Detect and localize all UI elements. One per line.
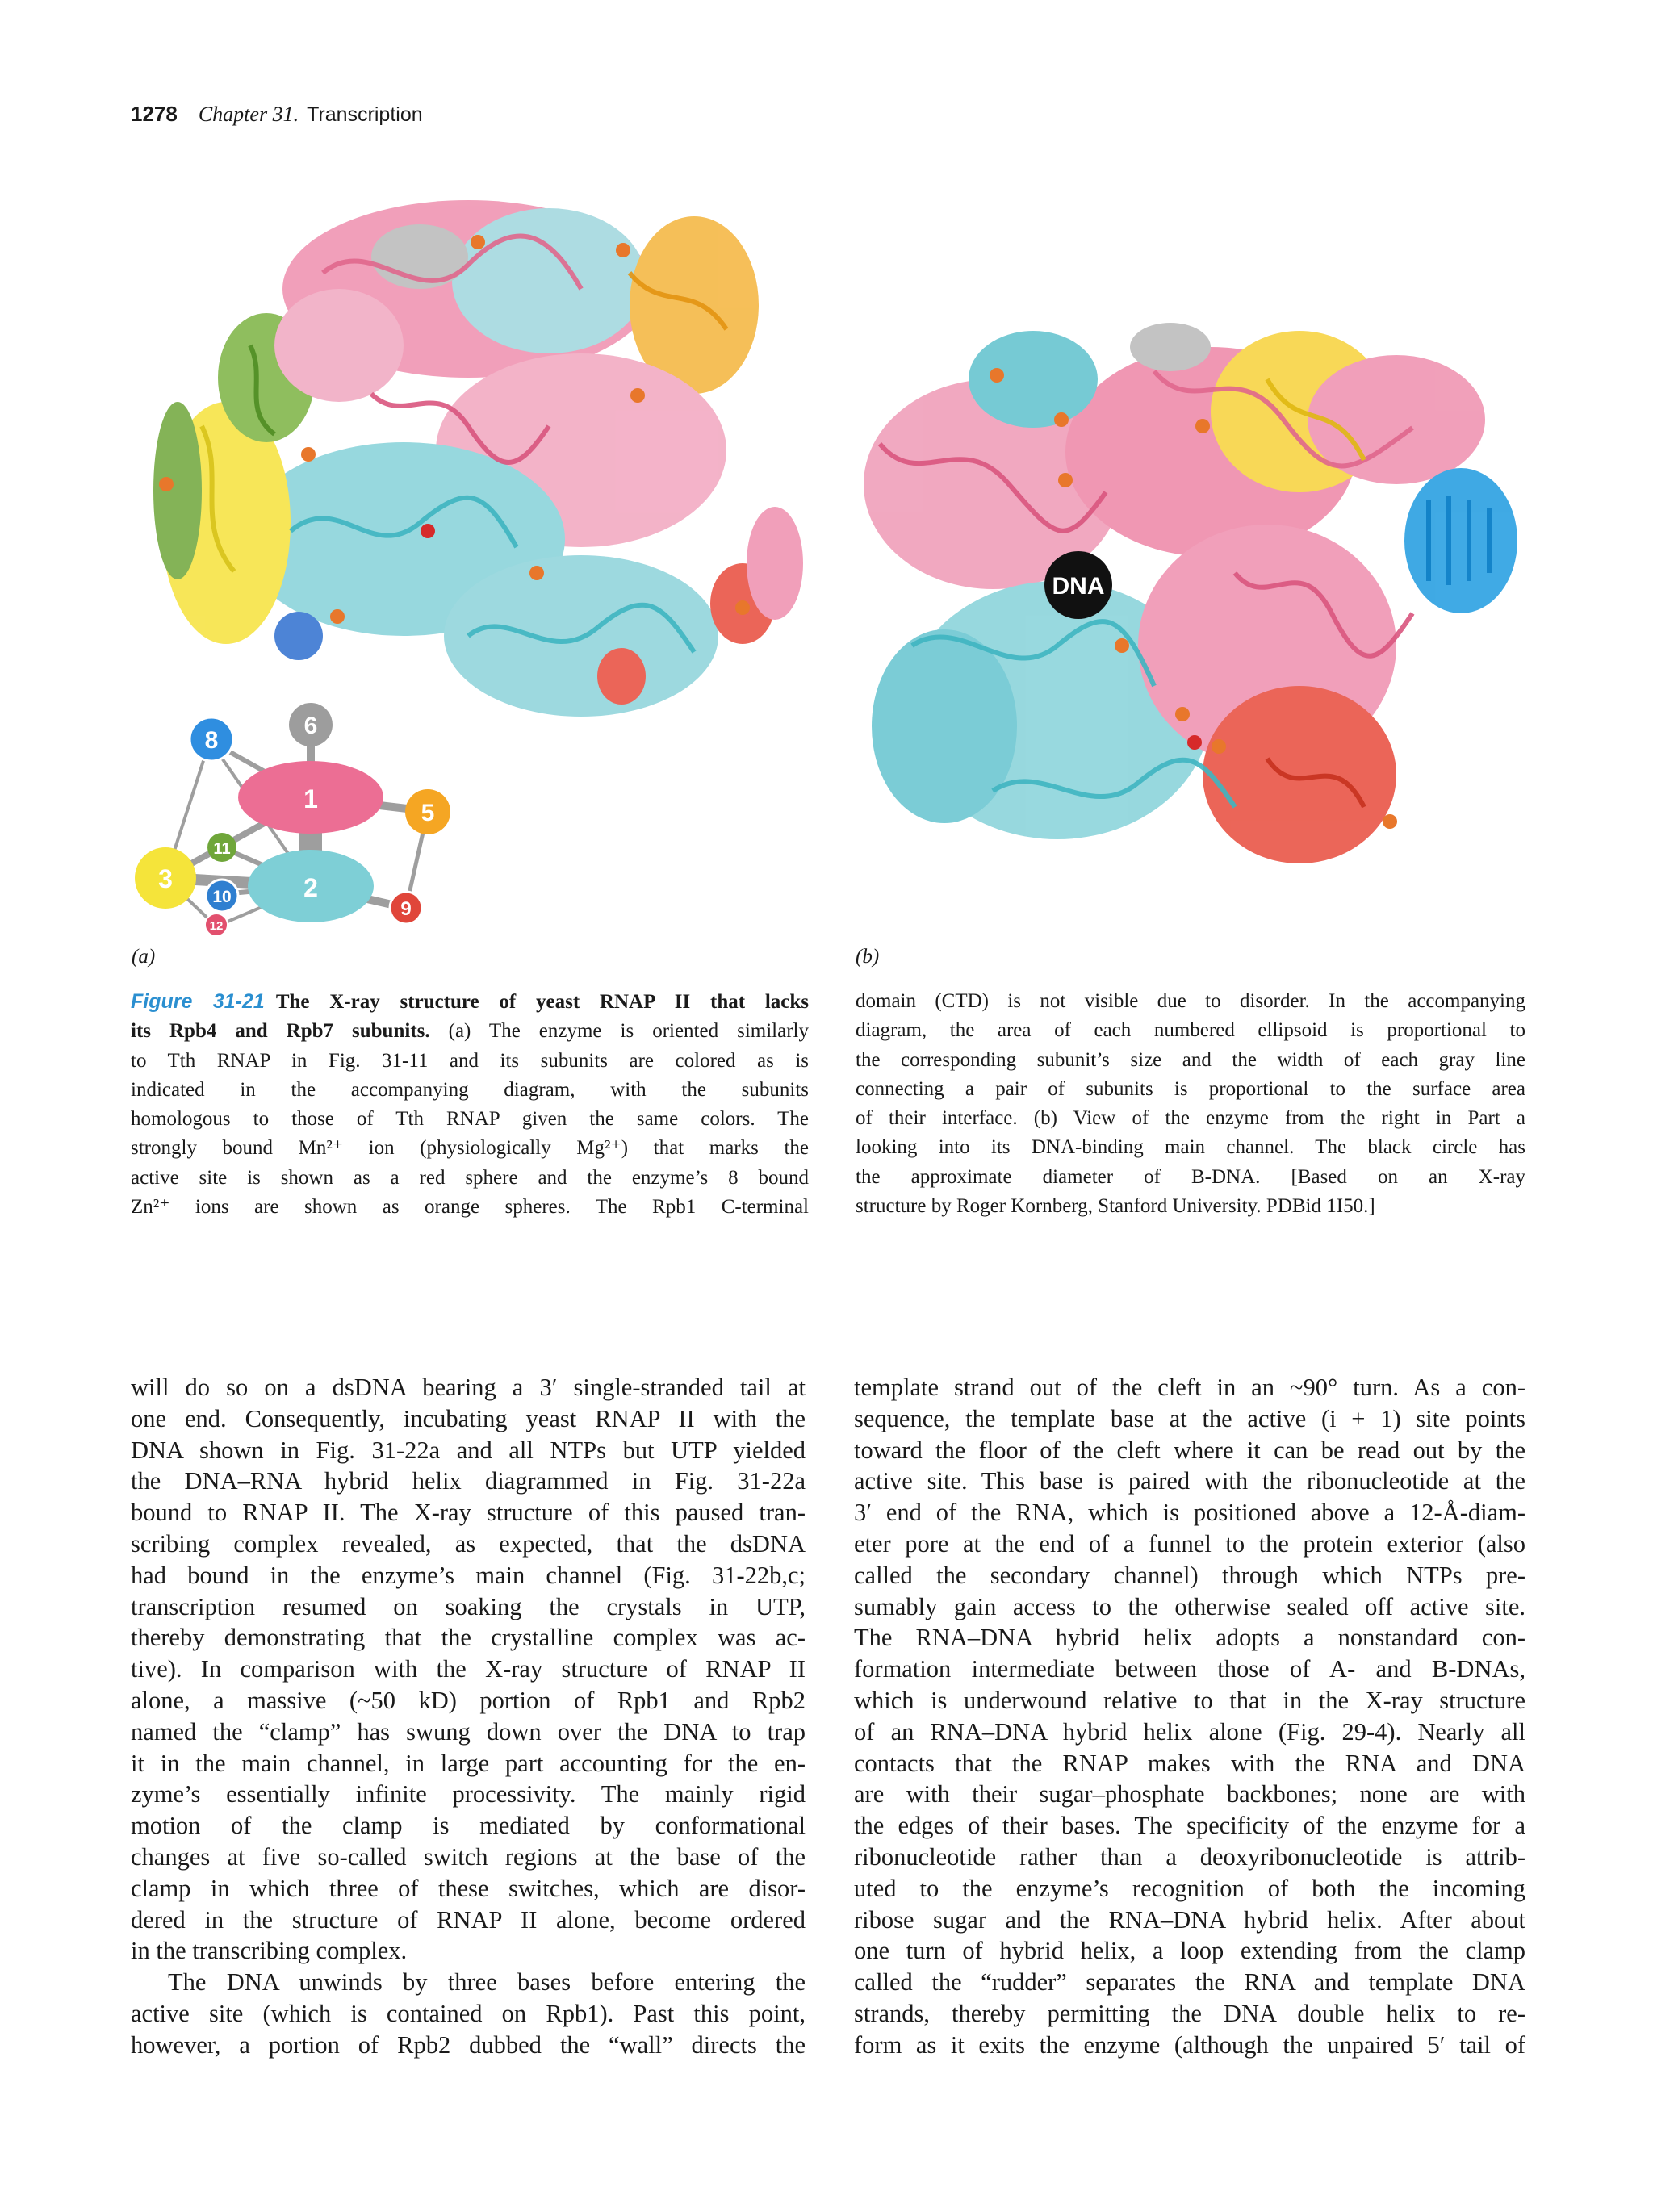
svg-text:3: 3 (158, 864, 173, 893)
body-line: thereby demonstrating that the crystalline complex was ac- (131, 1624, 806, 1652)
panel-b-label: (b) (856, 946, 880, 968)
subunit-10 (206, 880, 238, 912)
caption-line: Figure 31-21 The X-ray structure of yeast RNAP II that lacks (131, 990, 809, 1013)
subunit-8 (190, 717, 233, 761)
body-line: are with their sugar–phosphate backbones; none are with (854, 1780, 1525, 1808)
svg-text:DNA: DNA (1052, 573, 1105, 600)
body-line: formation intermediate between those of A- and B-DNAs, (854, 1655, 1525, 1683)
subunit-3 (135, 847, 196, 909)
body-line: active site (which is contained on Rpb1). Past this point, (131, 1999, 806, 2027)
rnap-structure-image-a (129, 184, 807, 935)
body-line: changes at five so-called switch regions at the base of the (131, 1842, 806, 1871)
body-line: scribing complex revealed, as expected, that the dsDNA (131, 1529, 806, 1558)
caption-line: connecting a pair of subunits is proportional to the surface area (856, 1077, 1525, 1100)
svg-text:9: 9 (400, 898, 412, 920)
running-header (131, 102, 423, 134)
dna-circle (1044, 551, 1112, 619)
body-line: had bound in the enzyme’s main channel (Fig. 31-22b,c; (131, 1561, 806, 1589)
body-line: alone, a massive (~50 kD) portion of Rpb1 and Rpb2 (131, 1686, 806, 1714)
body-column-left (131, 1372, 806, 2061)
subunit-1 (238, 761, 383, 834)
svg-text:5: 5 (421, 800, 435, 826)
caption-line: Zn²⁺ ions are shown as orange spheres. The Rpb1 C-terminal (131, 1196, 809, 1219)
caption-line: structure by Roger Kornberg, Stanford University. PDBid 1I50.] (856, 1195, 1375, 1218)
body-line: strands, thereby permitting the DNA double helix to re- (854, 1999, 1525, 2027)
body-column-right (854, 1372, 1525, 2061)
body-line: eter pore at the end of a funnel to the protein exterior (also (854, 1529, 1525, 1558)
body-line: called the “rudder” separates the RNA and template DNA (854, 1968, 1525, 1997)
svg-text:10: 10 (212, 888, 232, 906)
subunit-9 (390, 892, 422, 924)
caption-line: to Tth RNAP in Fig. 31-11 and its subunits are colored as is (131, 1049, 809, 1072)
body-line: ribonucleotide rather than a deoxyribonucleotide is attrib- (854, 1842, 1525, 1871)
subunit-11 (207, 833, 236, 862)
subunit-6 (289, 703, 333, 746)
body-line: tive). In comparison with the X-ray structure of RNAP II (131, 1655, 806, 1683)
figure-number: Figure 31-21 (131, 990, 265, 1013)
body-line: DNA shown in Fig. 31-22a and all NTPs but UTP yielded (131, 1436, 806, 1464)
caption-line: indicated in the accompanying diagram, with the subunits (131, 1078, 809, 1101)
caption-line: the approximate diameter of B-DNA. [Based on an X-ray (856, 1165, 1525, 1188)
caption-line: the corresponding subunit’s size and the width of each gray line (856, 1048, 1525, 1071)
body-line: however, a portion of Rpb2 dubbed the “wall” directs the (131, 2030, 806, 2059)
caption-line: diagram, the area of each numbered ellipsoid is proportional to (856, 1019, 1525, 1042)
body-line: one end. Consequently, incubating yeast RNAP II with the (131, 1404, 806, 1432)
body-line: the DNA–RNA hybrid helix diagrammed in Fig. 31-22a (131, 1467, 806, 1495)
figure-caption-right (856, 987, 1525, 1221)
caption-line: of their interface. (b) View of the enzyme from the right in Part a (856, 1107, 1525, 1130)
body-line: in the transcribing complex. (131, 1937, 408, 1965)
body-line: called the secondary channel) through which NTPs pre- (854, 1561, 1525, 1589)
svg-text:8: 8 (204, 727, 219, 754)
body-line: one turn of hybrid helix, a loop extending from the clamp (854, 1937, 1525, 1965)
body-line: 3′ end of the RNA, which is positioned above a 12-Å-diam- (854, 1499, 1525, 1527)
body-line: clamp in which three of these switches, which are disor- (131, 1874, 806, 1902)
svg-text:11: 11 (213, 840, 231, 858)
caption-line: strongly bound Mn²⁺ ion (physiologically Mg²⁺) that marks the (131, 1137, 809, 1160)
chapter-label: Chapter 31. (198, 102, 299, 126)
rnap-structure-image-b (847, 307, 1525, 952)
caption-line: domain (CTD) is not visible due to disorder. In the accompanying (856, 990, 1525, 1012)
body-line: The DNA unwinds by three bases before entering the (168, 1968, 806, 1997)
figure-panel-b (847, 307, 1525, 952)
body-line: it in the main channel, in large part accounting for the en- (131, 1749, 806, 1777)
caption-line: active site is shown as a red sphere and the enzyme’s 8 bound (131, 1166, 809, 1189)
body-line: sumably gain access to the otherwise sealed off active site. (854, 1592, 1525, 1620)
body-line: sequence, the template base at the active (i + 1) site points (854, 1404, 1525, 1432)
svg-text:6: 6 (303, 713, 318, 739)
caption-line: its Rpb4 and Rpb7 subunits. (a) The enzyme is oriented similarly (131, 1020, 809, 1043)
subunit-12 (205, 914, 228, 935)
subunit-2 (248, 850, 374, 922)
figure-panel-a (129, 184, 807, 935)
body-line: toward the floor of the cleft where it can be read out by the (854, 1436, 1525, 1464)
body-line: which is underwound relative to that in the X-ray structure (854, 1686, 1525, 1714)
chapter-title: Transcription (307, 103, 423, 126)
body-line: transcription resumed on soaking the crystals in UTP, (131, 1592, 806, 1620)
caption-line: homologous to those of Tth RNAP given the same colors. The (131, 1108, 809, 1131)
body-line: The RNA–DNA hybrid helix adopts a nonstandard con- (854, 1624, 1525, 1652)
body-line: motion of the clamp is mediated by conformational (131, 1812, 806, 1840)
subunit-diagram (135, 703, 450, 935)
body-line: will do so on a dsDNA bearing a 3′ single-stranded tail at (131, 1374, 806, 1401)
body-line: zyme’s essentially infinite processivity. The mainly rigid (131, 1780, 806, 1808)
body-line: bound to RNAP II. The X-ray structure of this paused tran- (131, 1499, 806, 1527)
body-line: dered in the structure of RNAP II alone, become ordered (131, 1905, 806, 1934)
figure-caption-left (131, 987, 809, 1222)
body-line: the edges of their bases. The specificity of the enzyme for a (854, 1812, 1525, 1840)
svg-text:2: 2 (303, 873, 318, 902)
svg-text:1: 1 (303, 784, 318, 813)
page-number: 1278 (131, 102, 178, 126)
body-line: uted to the enzyme’s recognition of both the incoming (854, 1874, 1525, 1902)
body-line: active site. This base is paired with the ribonucleotide at the (854, 1467, 1525, 1495)
body-line: named the “clamp” has swung down over the DNA to trap (131, 1717, 806, 1746)
body-line: contacts that the RNAP makes with the RNA and DNA (854, 1749, 1525, 1777)
svg-text:12: 12 (209, 919, 224, 933)
body-line: form as it exits the enzyme (although the unpaired 5′ tail of (854, 2030, 1525, 2059)
caption-line: looking into its DNA-binding main channel. The black circle has (856, 1136, 1525, 1159)
body-line: ribose sugar and the RNA–DNA hybrid helix. After about (854, 1905, 1525, 1934)
panel-a-label: (a) (132, 946, 156, 968)
body-line: template strand out of the cleft in an ~90° turn. As a con- (854, 1374, 1525, 1401)
subunit-5 (405, 789, 450, 834)
body-line: of an RNA–DNA hybrid helix alone (Fig. 29-4). Nearly all (854, 1717, 1525, 1746)
